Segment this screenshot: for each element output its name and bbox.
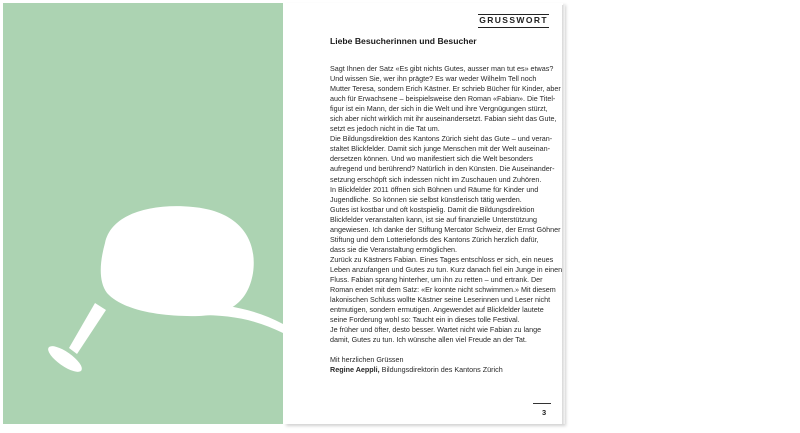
- body-line: Fluss. Fabian sprang hinterher, um ihn zu retten – und ertrank. Der: [330, 274, 543, 284]
- spilled-wine-stream: [199, 303, 283, 333]
- page-number-rule: [533, 403, 551, 404]
- body-line: Leben anzufangen und Gutes zu tun. Kurz danach fiel ein Junge in einen: [330, 264, 563, 274]
- body-line: aufregend und berührend? Natürlich in den Künsten. Die Auseinander-: [330, 164, 555, 174]
- body-line: staltet Blickfelder. Damit sich junge Menschen mit der Welt auseinan-: [330, 144, 550, 154]
- body-line: Und wissen Sie, wer ihn prägte? Es war weder Wilhelm Tell noch: [330, 74, 537, 84]
- body-line: Zurück zu Kästners Fabian. Eines Tages entschloss er sich, ein neues: [330, 254, 554, 264]
- body-line: Je früher und öfter, desto besser. Wartet nicht wie Fabian zu lange: [330, 325, 542, 335]
- body-line: Blickfelder veranstalten kann, ist sie auf finanzielle Unterstützung: [330, 214, 537, 224]
- right-page-greeting: [283, 3, 563, 424]
- body-line: Gutes ist kostbar und oft kostspielig. Damit die Bildungsdirektion: [330, 204, 535, 214]
- body-line: Jugendliche. So können sie selbst künstlerisch tätig werden.: [330, 194, 522, 204]
- greeting-body: [330, 64, 563, 375]
- body-line: auch für Erwachsene – beispielsweise den Roman «Fabian». Die Titel-: [330, 94, 556, 104]
- wine-glass-stem: [69, 303, 106, 354]
- signature-name: Regine Aeppli,: [330, 365, 380, 375]
- body-line: lakonischen Schluss wollte Kästner seine Leserinnen und Leser nicht: [330, 295, 551, 305]
- page-title: Liebe Besucherinnen und Besucher: [330, 36, 477, 46]
- closing-line: Mit herzlichen Grüssen: [330, 355, 404, 365]
- wine-glass-bowl: [101, 206, 254, 316]
- body-line: damit, Gutes zu tun. Ich wünsche allen viel Freude an der Tat.: [330, 335, 527, 345]
- body-line: seine Forderung wohl so: Taucht ein in dieses tolle Festival.: [330, 315, 520, 325]
- body-line: Die Bildungsdirektion des Kantons Zürich sieht das Gute – und veran-: [330, 134, 553, 144]
- paragraph-gap: [330, 345, 560, 355]
- section-label: GRUSSWORT: [478, 14, 549, 28]
- body-line: dersetzen können. Und wo manifestiert sich die Welt besonders: [330, 154, 533, 164]
- body-line: setzt es jedoch nicht in die Tat um.: [330, 124, 440, 134]
- signature-line: [330, 365, 560, 375]
- body-line: entmutigen, sondern ermutigen. Angewendet auf Blickfelder lautete: [330, 305, 544, 315]
- body-line: Stiftung und dem Lotteriefonds des Kantons Zürich herzlich dafür,: [330, 234, 539, 244]
- body-line: angewiesen. Ich danke der Stiftung Mercator Schweiz, der Ernst Göhner: [330, 224, 561, 234]
- body-line: setzung erschöpft sich indessen nicht im Zuschauen und Zuhören.: [330, 174, 542, 184]
- body-line: dass sie die Veranstaltung ermöglichen.: [330, 244, 458, 254]
- signature-title: Bildungsdirektorin des Kantons Zürich: [381, 365, 503, 375]
- body-line: In Blickfelder 2011 öffnen sich Bühnen und Räume für Kinder und: [330, 184, 539, 194]
- page-edge-shadow: [562, 5, 565, 424]
- body-line: sich aber nicht wirklich mit ihr auseinandersetzt. Fabian sieht das Gute,: [330, 114, 557, 124]
- left-page-green-panel: [3, 3, 283, 424]
- body-line: Mutter Teresa, sondern Erich Kästner. Er schrieb Bücher für Kinder, aber: [330, 84, 561, 94]
- wine-glass-tipped-over-icon: [3, 3, 283, 424]
- body-line: Sagt Ihnen der Satz «Es gibt nichts Gutes, ausser man tut es» etwas?: [330, 64, 554, 73]
- body-line: figur ist ein Mann, der sich in die Welt und ihre Vergnügungen stürzt,: [330, 104, 548, 114]
- body-line: Roman endet mit dem Satz: «Er konnte nicht schwimmen.» Mit diesem: [330, 285, 556, 295]
- page-number: 3: [542, 408, 547, 417]
